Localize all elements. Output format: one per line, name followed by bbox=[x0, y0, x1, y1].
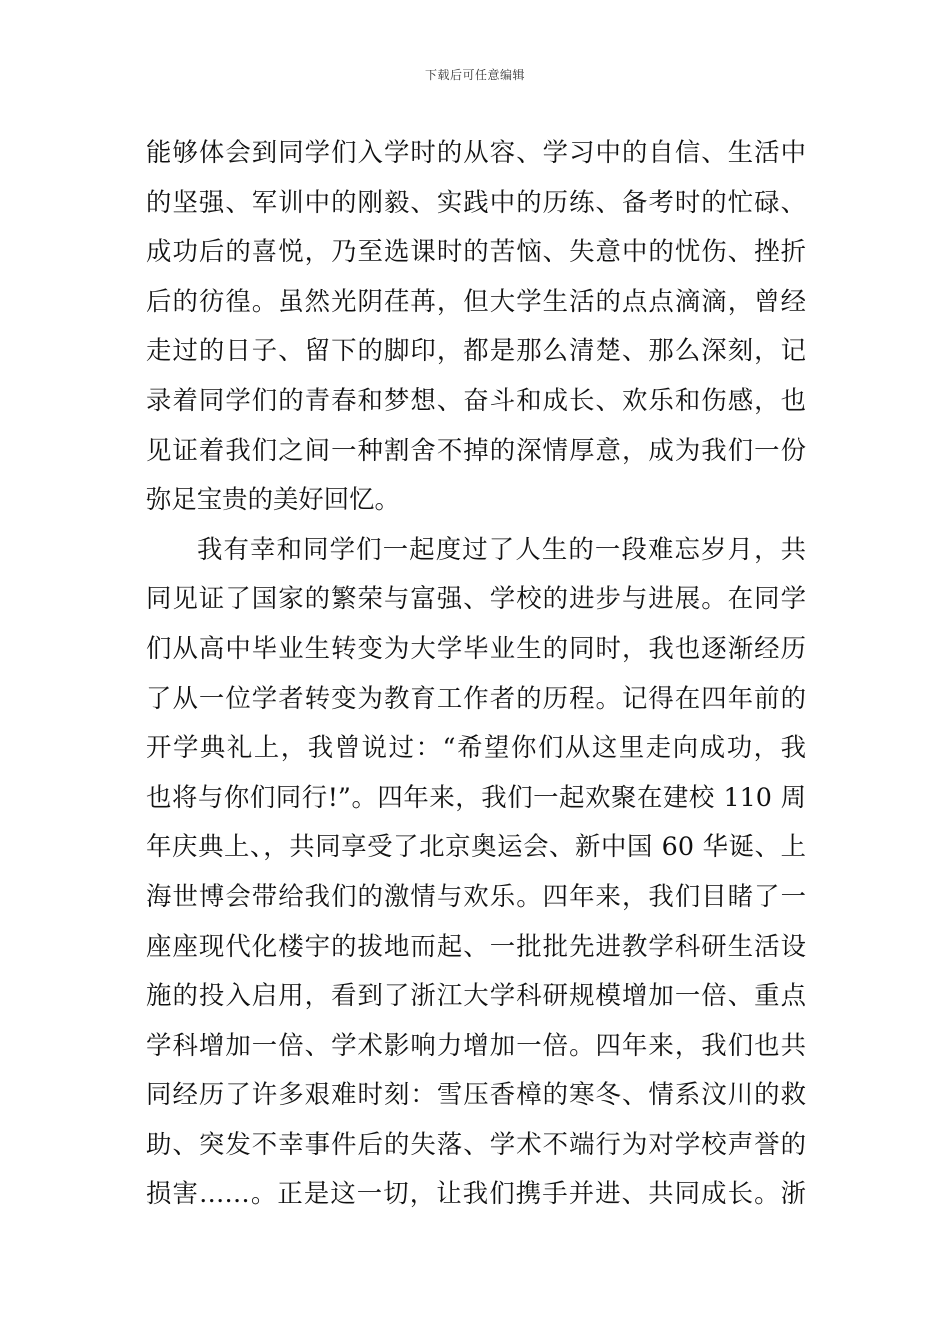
document-body bbox=[146, 128, 806, 1219]
text-line: 年庆典上、，共同享受了北京奥运会、新中国 60 华诞、上 bbox=[146, 831, 806, 862]
text-line: 走过的日子、留下的脚印，都是那么清楚、那么深刻，记 bbox=[146, 335, 806, 366]
text-line: 了从一位学者转变为教育工作者的历程。记得在四年前的 bbox=[146, 682, 806, 713]
text-line: 座座现代化楼宇的拔地而起、一批批先进教学科研生活设 bbox=[146, 930, 806, 961]
text-line: 海世博会带给我们的激情与欢乐。四年来，我们目睹了一 bbox=[146, 880, 806, 911]
text-line: 助、突发不幸事件后的失落、学术不端行为对学校声誉的 bbox=[146, 1128, 806, 1159]
text-line: 们从高中毕业生转变为大学毕业生的同时，我也逐渐经历 bbox=[146, 632, 806, 663]
text-line: 的坚强、军训中的刚毅、实践中的历练、备考时的忙碌、 bbox=[146, 186, 806, 217]
page-header: 下载后可任意编辑 bbox=[424, 68, 525, 82]
text-line: 开学典礼上，我曾说过：“希望你们从这里走向成功，我 bbox=[146, 732, 806, 763]
text-line: 施的投入启用，看到了浙江大学科研规模增加一倍、重点 bbox=[146, 980, 806, 1011]
text-line: 同经历了许多艰难时刻：雪压香樟的寒冬、情系汶川的救 bbox=[146, 1079, 806, 1110]
text-line: 能够体会到同学们入学时的从容、学习中的自信、生活中 bbox=[146, 137, 806, 167]
text-line: 同见证了国家的繁荣与富强、学校的进步与进展。在同学 bbox=[146, 583, 806, 614]
text-line: 弥足宝贵的美好回忆。 bbox=[146, 484, 400, 515]
text-line: 录着同学们的青春和梦想、奋斗和成长、欢乐和伤感，也 bbox=[146, 384, 806, 415]
text-line: 见证着我们之间一种割舍不掉的深情厚意，成为我们一份 bbox=[146, 434, 806, 465]
text-line: 成功后的喜悦，乃至选课时的苦恼、失意中的忧伤、挫折 bbox=[146, 236, 806, 267]
text-line: 后的彷徨。虽然光阴荏苒，但大学生活的点点滴滴，曾经 bbox=[146, 285, 806, 316]
text-line: 学科增加一倍、学术影响力增加一倍。四年来，我们也共 bbox=[146, 1029, 806, 1060]
text-line: 也将与你们同行!”。四年来，我们一起欢聚在建校 110 周 bbox=[146, 781, 806, 812]
text-line: 损害……。正是这一切，让我们携手并进、共同成长。浙 bbox=[146, 1178, 806, 1209]
text-line: 我有幸和同学们一起度过了人生的一段难忘岁月，共 bbox=[197, 533, 806, 564]
